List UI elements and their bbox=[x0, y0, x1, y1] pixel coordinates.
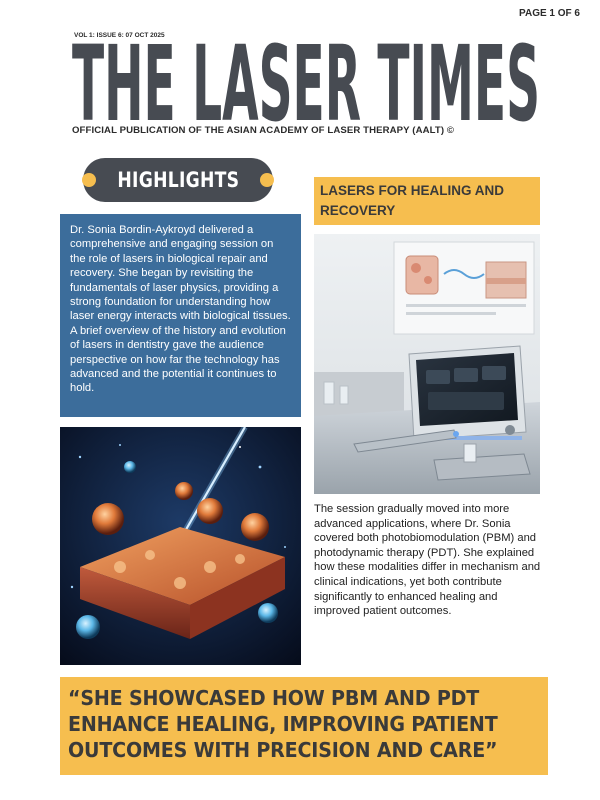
section-body-text: The session gradually moved into more advanced applications, where Dr. Sonia covered both photobiomodulation (PBM) and photodynamic therapy (PDT). She explained how these modalities differ in mechanism and clinical indications, yet both contribute significantly to enhanced healing and improved patient outcomes. bbox=[314, 503, 541, 618]
publication-subtitle: OFFICIAL PUBLICATION OF THE ASIAN ACADEMY OF LASER THERAPY (AALT) © bbox=[72, 125, 455, 136]
laser-device-image bbox=[314, 234, 540, 494]
masthead-title bbox=[72, 40, 542, 124]
highlights-label: HIGHLIGHTS bbox=[117, 168, 239, 192]
cellular-laser-illustration bbox=[60, 427, 301, 665]
section-heading: LASERS FOR HEALING AND RECOVERY bbox=[314, 177, 540, 225]
pull-quote bbox=[60, 677, 548, 775]
volume-line: VOL 1: ISSUE 6: 07 OCT 2025 bbox=[74, 32, 165, 39]
highlights-text-box: Dr. Sonia Bordin-Aykroyd delivered a comprehensive and engaging session on the role of lasers in biological repair and recovery. She began by revisiting the fundamentals of laser physics, providing a strong foundation for understanding how laser energy interacts with biological tissues. A brief overview of the history and evolution of lasers in dentistry gave the audience perspective on how far the technology has advanced and the potential it continues to hold. bbox=[60, 214, 301, 417]
dot-icon bbox=[82, 173, 96, 187]
page-indicator: PAGE 1 OF 6 bbox=[519, 8, 580, 19]
quote-line-2: ENHANCE HEALING, IMPROVING PATIENT bbox=[68, 712, 498, 736]
quote-line-1: “SHE SHOWCASED HOW PBM AND PDT bbox=[68, 686, 480, 710]
quote-line-3: OUTCOMES WITH PRECISION AND CARE” bbox=[68, 738, 498, 762]
dot-icon bbox=[260, 173, 274, 187]
masthead-text: THE LASER TIMES bbox=[72, 40, 540, 124]
highlights-banner bbox=[83, 158, 273, 202]
